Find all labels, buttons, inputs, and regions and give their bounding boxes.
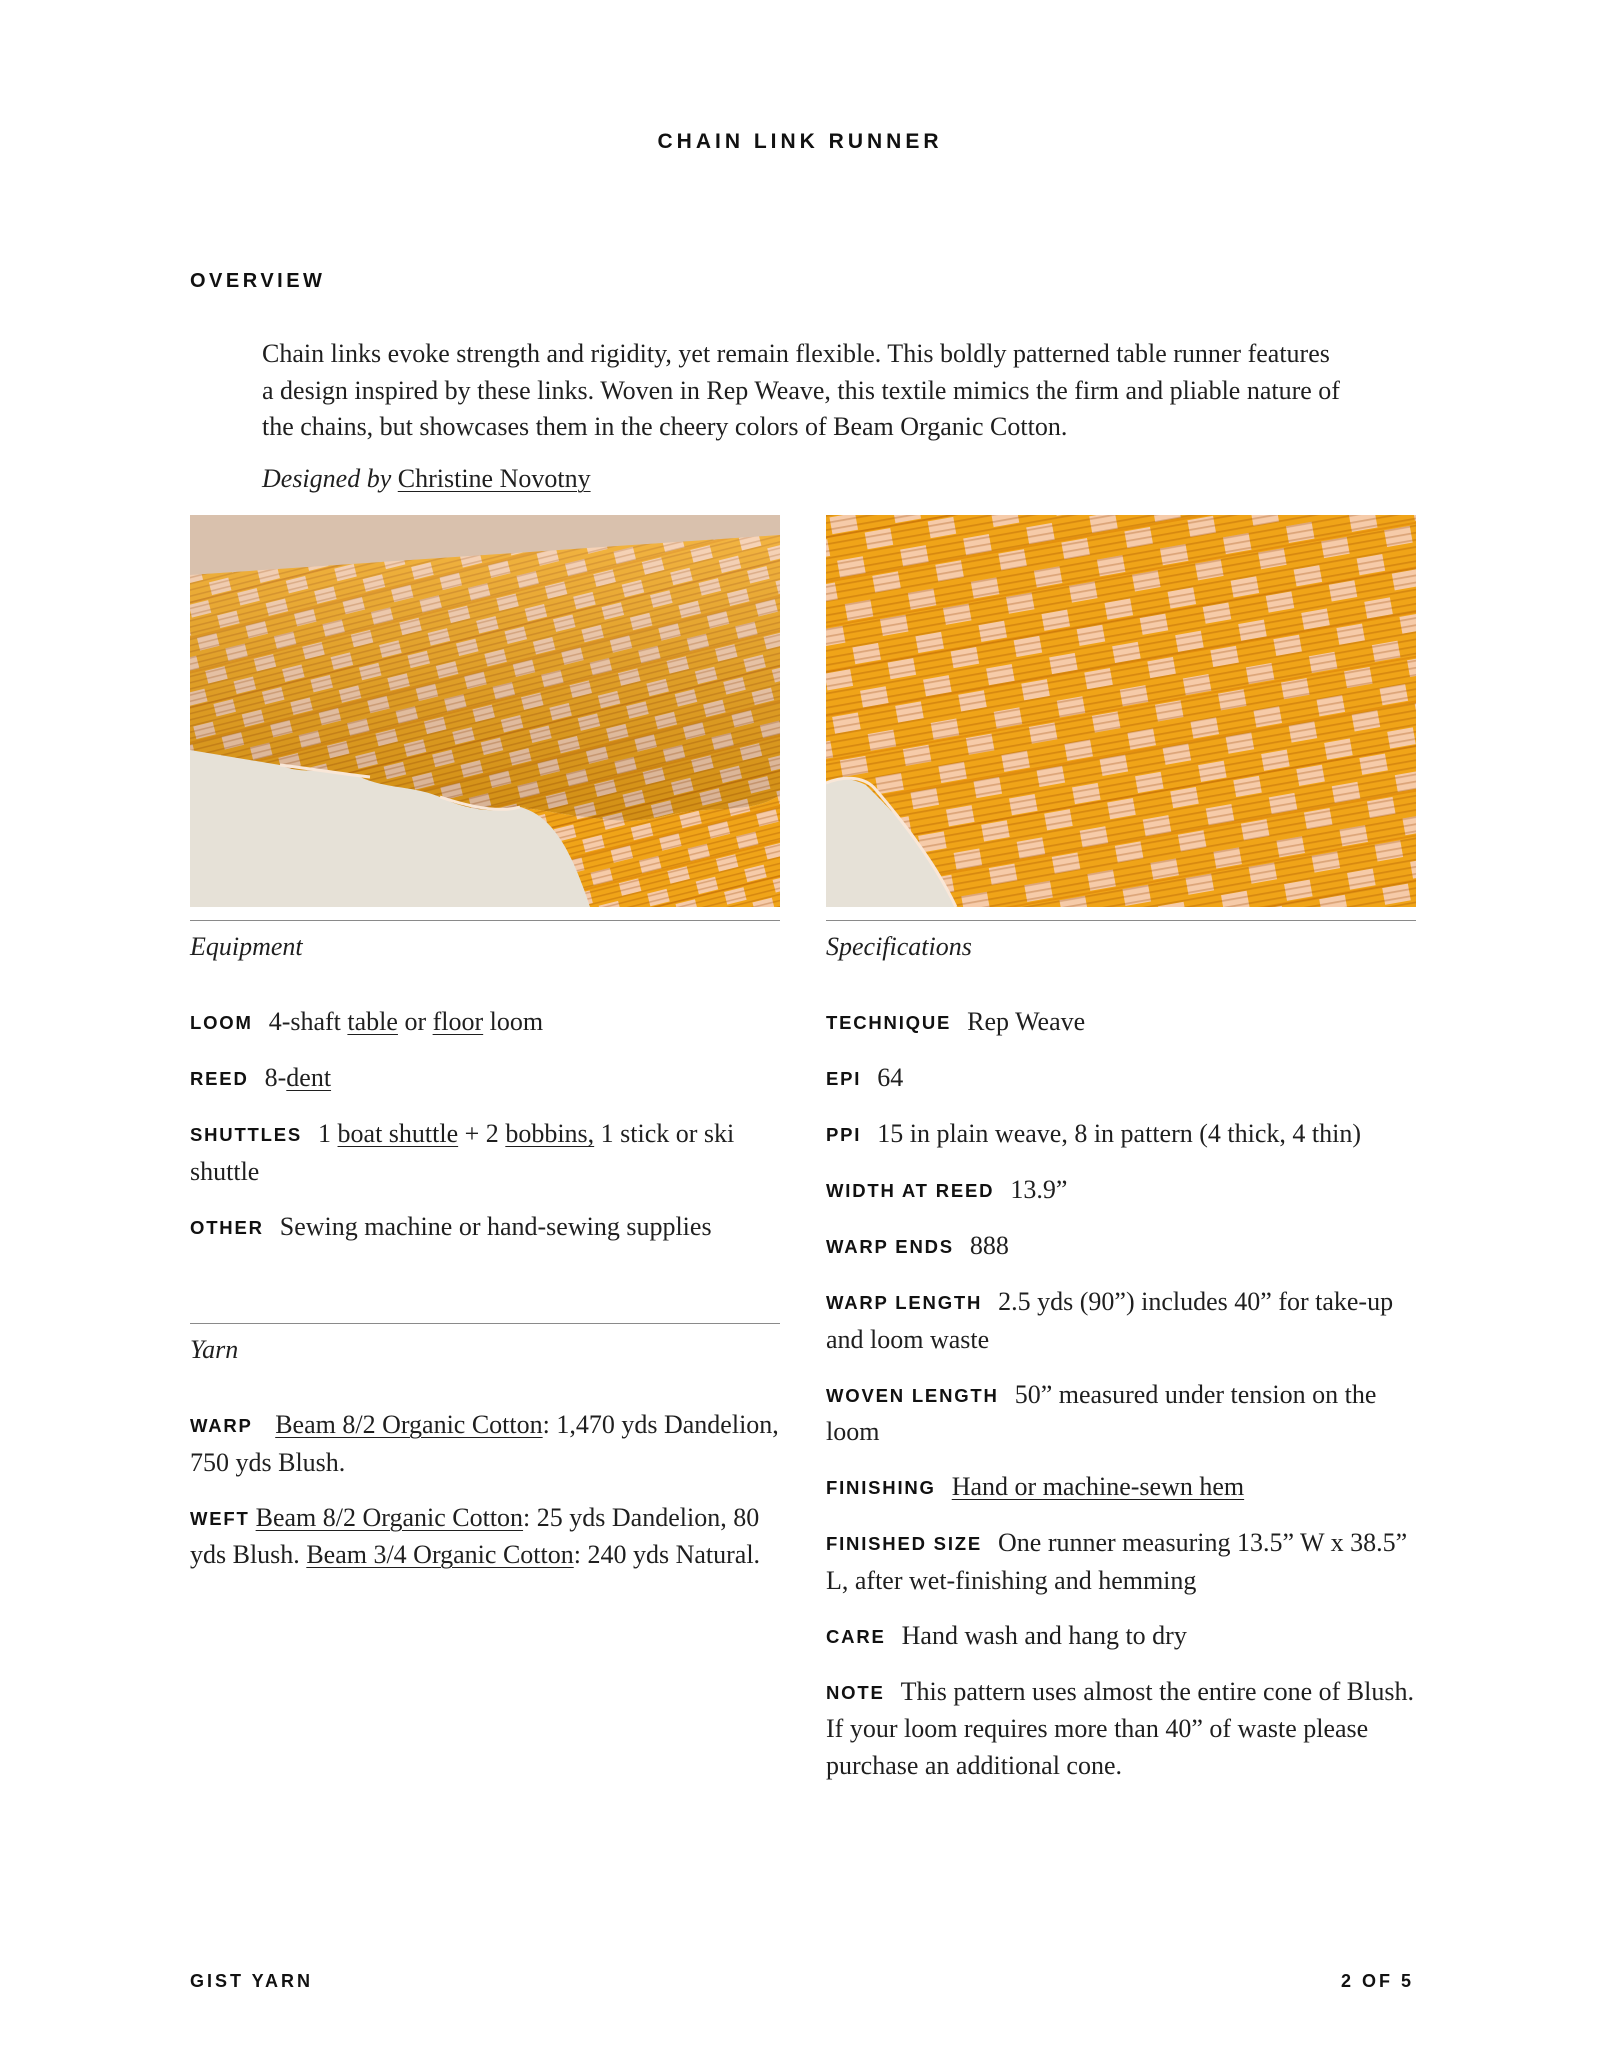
loom-row <box>190 1004 782 1042</box>
ppi-label: PPI <box>826 1124 862 1145</box>
table-loom-link[interactable]: table <box>347 1007 398 1036</box>
floor-loom-link[interactable]: floor <box>432 1007 484 1036</box>
other-label: OTHER <box>190 1216 264 1238</box>
warp-yarn-amounts: : 1,470 yds Dandelion, 750 yds Blush. <box>190 1410 779 1477</box>
ppi-value: 15 in plain weave, 8 in pattern (4 thick, 4 thin) <box>877 1119 1361 1148</box>
weft-yarn-amounts-1: : 25 yds Dandelion, 80 yds Blush. <box>190 1502 760 1569</box>
finished-size-label: FINISHED SIZE <box>826 1533 982 1554</box>
dent-link[interactable]: dent <box>286 1063 332 1092</box>
shuttles-label: SHUTTLES <box>190 1124 303 1145</box>
note-label: NOTE <box>826 1681 885 1703</box>
note-value: This pattern uses almost the entire cone of Blush. If your loom requires more than 40” of waste please purchase an additional cone. <box>826 1676 1414 1780</box>
weft-yarn-row <box>190 1500 782 1574</box>
weft-yarn-link-1[interactable]: Beam 8/2 Organic Cotton <box>255 1502 524 1532</box>
reed-label: REED <box>190 1068 249 1089</box>
width-at-reed-label: WIDTH AT REED <box>826 1180 995 1201</box>
finishing-label: FINISHING <box>826 1477 936 1498</box>
care-value: Hand wash and hang to dry <box>901 1620 1187 1650</box>
runner-photo-right <box>826 515 1416 907</box>
loom-label: LOOM <box>190 1012 253 1033</box>
designer-byline <box>262 464 591 494</box>
finishing-row <box>826 1469 1418 1507</box>
equipment-title: Equipment <box>190 932 303 961</box>
shuttles-post-text: 1 stick or ski shuttle <box>190 1119 735 1186</box>
bobbins-link[interactable]: bobbins, <box>505 1119 595 1148</box>
specifications-divider <box>826 920 1416 921</box>
woven-length-row <box>826 1377 1418 1451</box>
technique-label: TECHNIQUE <box>826 1012 952 1033</box>
overview-text: Chain links evoke strength and rigidity, yet remain flexible. This boldly patterned table runner features a design inspired by these links. Woven in Rep Weave, this textile mimics the firm and pliable nature of the chains, but showcases them in the cheery colors of Beam Organic Cotton. <box>262 339 1340 441</box>
page-number: 2 OF 5 <box>1340 1971 1414 1991</box>
designer-link[interactable]: Christine Novotny <box>397 464 591 493</box>
other-row <box>190 1209 782 1247</box>
warp-length-label: WARP LENGTH <box>826 1292 983 1313</box>
yarn-list <box>190 1407 782 1592</box>
ppi-row <box>826 1116 1418 1154</box>
woven-length-value: 50” measured under tension on the loom <box>826 1379 1377 1446</box>
warp-ends-value: 888 <box>969 1231 1009 1260</box>
loom-post-text: loom <box>489 1007 544 1036</box>
epi-value: 64 <box>877 1063 904 1092</box>
warp-ends-label: WARP ENDS <box>826 1236 954 1257</box>
specifications-title: Specifications <box>826 932 972 961</box>
warp-label: WARP <box>190 1415 253 1436</box>
width-at-reed-row <box>826 1172 1418 1210</box>
shuttles-row <box>190 1116 782 1190</box>
weft-yarn-amounts-2: : 240 yds Natural. <box>573 1540 761 1569</box>
woven-length-label: WOVEN LENGTH <box>826 1384 999 1406</box>
yarn-divider <box>190 1323 780 1324</box>
care-label: CARE <box>826 1625 886 1647</box>
care-row <box>826 1618 1418 1656</box>
warp-length-row <box>826 1284 1418 1358</box>
specifications-list <box>826 1004 1418 1803</box>
runner-photo-left <box>190 515 780 907</box>
yarn-title: Yarn <box>190 1335 239 1364</box>
designed-by-label: Designed by <box>262 464 392 493</box>
overview-heading: OVERVIEW <box>190 270 326 292</box>
loom-pre-text: 4-shaft <box>268 1007 341 1036</box>
weft-yarn-link-2[interactable]: Beam 3/4 Organic Cotton <box>306 1540 574 1569</box>
note-row <box>826 1674 1418 1785</box>
shuttles-mid-text: + 2 <box>464 1119 499 1148</box>
boat-shuttle-link[interactable]: boat shuttle <box>337 1119 459 1148</box>
epi-label: EPI <box>826 1068 862 1089</box>
finished-size-row <box>826 1525 1418 1599</box>
reed-row <box>190 1060 782 1098</box>
reed-pre-text: 8- <box>264 1063 287 1092</box>
equipment-divider <box>190 920 780 921</box>
finishing-link[interactable]: Hand or machine-sewn hem <box>951 1472 1245 1501</box>
footer-brand: GIST YARN <box>190 1971 314 1991</box>
runner-photo-right-image <box>826 515 1416 907</box>
technique-value: Rep Weave <box>967 1007 1086 1036</box>
warp-length-value: 2.5 yds (90”) includes 40” for take-up and loom waste <box>826 1287 1394 1354</box>
warp-ends-row <box>826 1228 1418 1266</box>
finished-size-value: One runner measuring 13.5” W x 38.5” L, after wet-finishing and hemming <box>826 1528 1408 1595</box>
technique-row <box>826 1004 1418 1042</box>
epi-row <box>826 1060 1418 1098</box>
document-title: CHAIN LINK RUNNER <box>657 130 943 153</box>
other-value: Sewing machine or hand-sewing supplies <box>279 1211 712 1241</box>
weft-label: WEFT <box>190 1507 250 1529</box>
equipment-list <box>190 1004 782 1265</box>
shuttles-pre-text: 1 <box>318 1119 332 1148</box>
runner-photo-left-image <box>190 515 780 907</box>
warp-yarn-row <box>190 1407 782 1481</box>
warp-yarn-link[interactable]: Beam 8/2 Organic Cotton <box>275 1410 543 1439</box>
width-at-reed-value: 13.9” <box>1010 1175 1068 1204</box>
loom-mid-text: or <box>404 1007 427 1036</box>
